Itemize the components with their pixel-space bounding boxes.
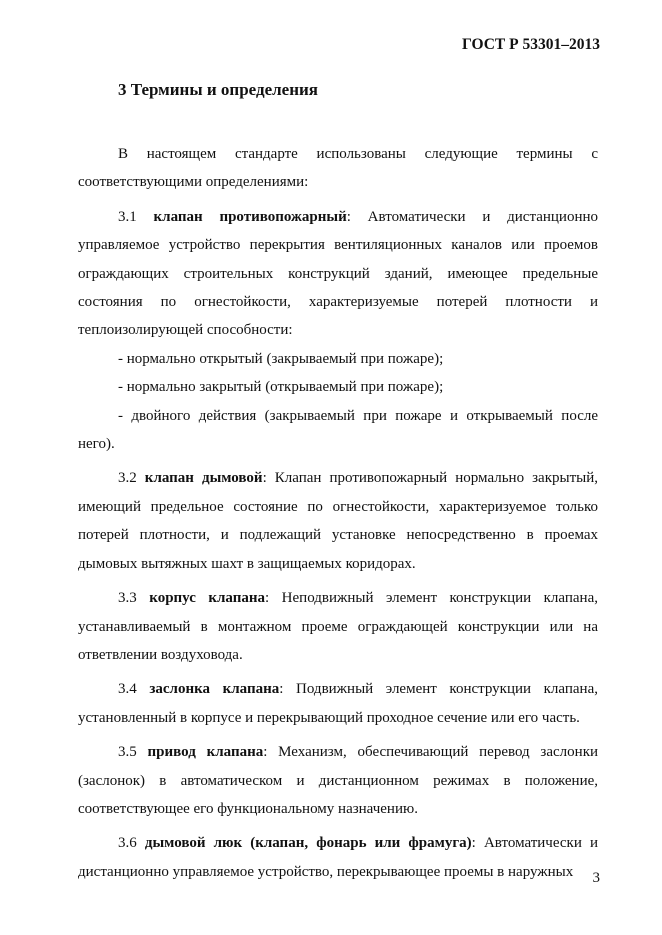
- standard-header: ГОСТ Р 53301–2013: [462, 36, 600, 53]
- term-definition: : Подвижный элемент конструкции клапана, установленный в корпусе и перекрывающий проходное сечение или его часть.: [78, 681, 598, 726]
- term-3-3: [78, 584, 598, 669]
- page-number: 3: [592, 870, 600, 886]
- term-3-4: [78, 675, 598, 732]
- term-name: клапан дымовой: [144, 470, 263, 487]
- term-name: дымовой люк (клапан, фонарь или фрамуга): [144, 835, 472, 852]
- term-number: 3.1: [118, 208, 137, 225]
- term-name: корпус клапана: [149, 590, 266, 607]
- term-number: 3.6: [118, 835, 137, 852]
- section-body: [78, 140, 598, 886]
- term-3-5: [78, 738, 598, 823]
- term-number: 3.2: [118, 470, 137, 487]
- intro-paragraph: В настоящем стандарте использованы следующие термины с соответствующими определениями:: [78, 146, 598, 191]
- term-definition: : Механизм, обеспечивающий перевод заслонки (заслонок) в автоматическом и дистанционном режимах в положение, соответствующее его функциональному назначению.: [78, 744, 599, 817]
- term-3-2: [78, 464, 598, 578]
- term-definition: : Неподвижный элемент конструкции клапана, устанавливаемый в монтажном проеме ограждающей конструкции или на ответвлении воздуховода.: [78, 590, 598, 663]
- term-name: заслонка клапана: [149, 681, 280, 698]
- term-number: 3.5: [118, 744, 137, 761]
- term-definition: : Клапан противопожарный нормально закрытый, имеющий предельное состояние по огнестойкости, характеризуемое только потерей плотности, и подлежащий установке непосредственно в проемах дымовых вытяжных шахт в защищаемых коридорах.: [78, 470, 598, 572]
- term-3-6: [78, 829, 598, 886]
- term-definition: : Автоматически и дистанционно управляемое устройство, перекрывающее проемы в наружных: [78, 835, 598, 880]
- term-number: 3.3: [118, 590, 137, 607]
- term-name: клапан противопожарный: [153, 208, 347, 225]
- list-item: - нормально открытый (закрываемый при пожаре);: [118, 350, 444, 367]
- list-item: - двойного действия (закрываемый при пожаре и открываемый после него).: [78, 407, 598, 453]
- term-definition: : Автоматически и дистанционно управляемое устройство перекрытия вентиляционных каналов или проемов ограждающих строительных конструкций зданий, имеющее предельные состояния по огнестойкости, характеризуемые потерей плотности и теплоизолирующей способности:: [78, 208, 598, 339]
- term-number: 3.4: [118, 681, 137, 698]
- term-3-1: [78, 203, 598, 345]
- list-item: - нормально закрытый (открываемый при пожаре);: [118, 379, 444, 396]
- section-title: 3 Термины и определения: [118, 80, 319, 99]
- term-name: привод клапана: [147, 744, 264, 761]
